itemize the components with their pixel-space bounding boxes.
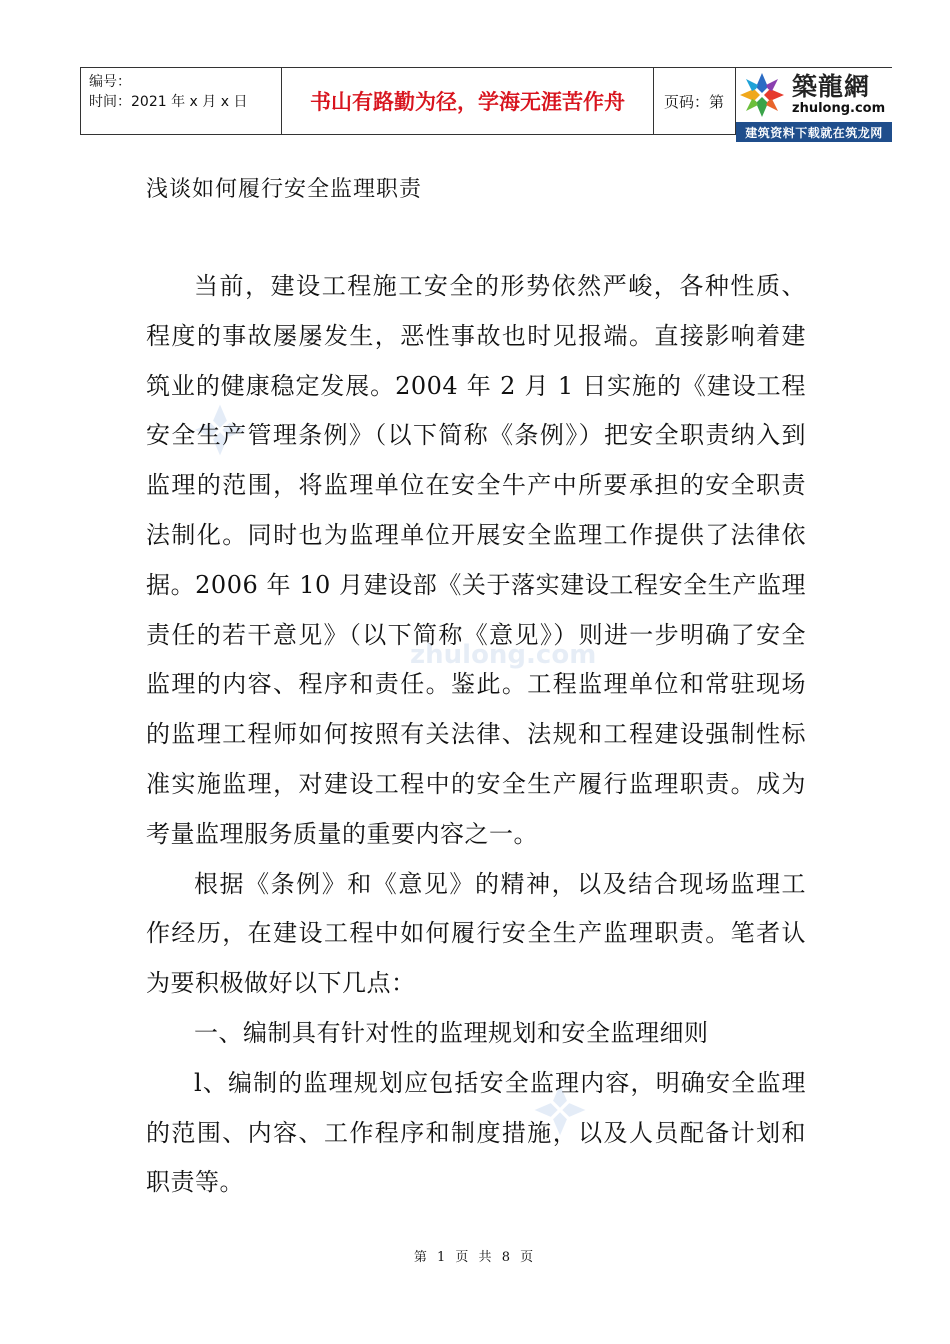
paragraph-basis: 根据《条例》和《意见》的精神，以及结合现场监理工作经历，在建设工程中如何履行安全生产监理职责。笔者认为要积极做好以下几点： xyxy=(146,869,806,998)
logo-domain: zhulong.com xyxy=(792,101,886,116)
document-number-label: 编号： xyxy=(89,74,131,90)
paragraph-item-1: l、编制的监理规划应包括安全监理内容，明确安全监理的范围、内容、工作程序和制度措施，以及人员配备计划和职责等。 xyxy=(146,1068,806,1197)
page-footer: 第 1 页 共 8 页 xyxy=(413,1250,537,1265)
header-motto: 书山有路勤为径，学海无涯苦作舟 xyxy=(282,68,654,134)
section-heading-1: 一、编制具有针对性的监理规划和安全监理细则 xyxy=(194,1018,709,1047)
logo-chinese-name: 築龍網 xyxy=(792,72,871,101)
header-page-label: 页码：第 xyxy=(654,68,736,134)
logo-slogan: 建筑资料下载就在筑龙网 xyxy=(736,122,892,142)
paragraph-intro: 当前，建设工程施工安全的形势依然严峻，各种性质、程度的事故屡屡发生，恶性事故也时见报端。直接影响着建筑业的健康稳定发展。2004 年 2 月 1 日实施的《建设工程安全生产管理条例》（以下简称《条例》）把安全职责纳入到监理的范围，将监理单位在安全牛产中所要承担的安全职责法制化。同时也为监理单位开展安全监理工作提供了法律依据。2006 年 10 月建设部《关于落实建设工程安全生产监理责任的若干意见》（以下简称《意见》）则进一步明确了安全监理的内容、程序和责任。鉴此。工程监理单位和常驻现场的监理工程师如何按照有关法律、法规和工程建设强制性标准实施监理，对建设工程中的安全生产履行监理职责。成为考量监理服务质量的重要内容之一。 xyxy=(146,272,806,848)
header-meta xyxy=(80,68,282,134)
watermark-text: zhulong.com xyxy=(410,640,597,670)
page-header xyxy=(80,67,892,140)
document-title: 浅谈如何履行安全监理职责 xyxy=(146,177,423,202)
document-time-label: 时间：2021 年 x 月 x 日 xyxy=(89,94,248,110)
snowflake-logo-icon xyxy=(736,69,788,121)
zhulong-logo[interactable] xyxy=(736,68,892,140)
document-content xyxy=(146,262,806,1208)
